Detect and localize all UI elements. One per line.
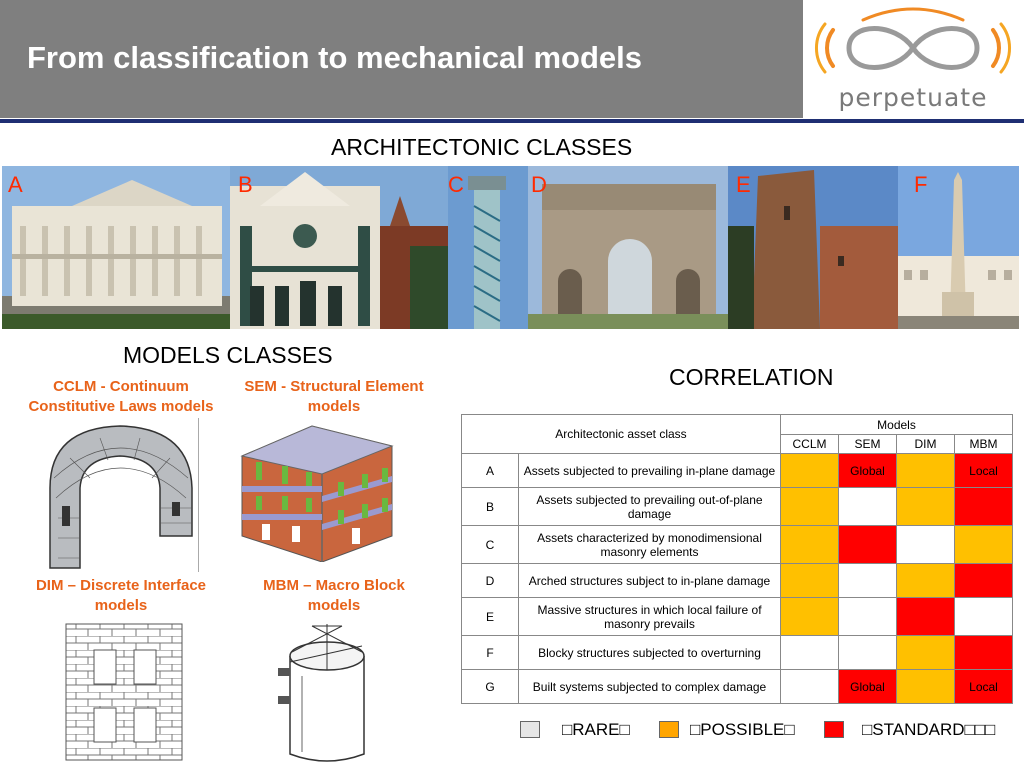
photo-villa xyxy=(2,166,230,329)
header-model-mbm: MBM xyxy=(955,435,1013,454)
correlation-cell xyxy=(955,636,1013,670)
correlation-cell xyxy=(897,564,955,598)
architectonic-heading: ARCHITECTONIC CLASSES xyxy=(331,134,633,160)
row-description: Blocky structures subjected to overturning xyxy=(519,636,781,670)
correlation-cell xyxy=(955,598,1013,636)
row-description: Built systems subjected to complex damage xyxy=(519,670,781,704)
correlation-cell xyxy=(781,488,839,526)
photo-label-d: D xyxy=(531,172,547,197)
dim-label: DIM – Discrete Interface models xyxy=(35,577,207,614)
table-row xyxy=(462,670,1013,704)
correlation-cell: Local xyxy=(955,670,1013,704)
table-row xyxy=(462,564,1013,598)
row-class-letter: F xyxy=(462,636,519,670)
mbm-label: MBM – Macro Block models xyxy=(263,577,405,614)
header-rule xyxy=(0,119,1024,123)
table-row xyxy=(462,488,1013,526)
photo-label-f: F xyxy=(914,172,928,197)
correlation-cell xyxy=(839,598,897,636)
photo-tower xyxy=(728,166,898,329)
correlation-cell xyxy=(781,636,839,670)
correlation-cell xyxy=(897,454,955,488)
legend-swatch-standard xyxy=(824,721,844,738)
row-description: Assets characterized by monodimensional masonry elements xyxy=(519,526,781,564)
correlation-cell xyxy=(781,564,839,598)
correlation-cell xyxy=(839,564,897,598)
cclm-label: CCLM - Continuum Constitutive Laws models xyxy=(28,378,214,415)
correlation-cell xyxy=(781,526,839,564)
correlation-cell xyxy=(781,454,839,488)
row-class-letter: B xyxy=(462,488,519,526)
row-class-letter: D xyxy=(462,564,519,598)
legend-label-possible: □POSSIBLE□ xyxy=(690,720,795,739)
table-row xyxy=(462,526,1013,564)
row-class-letter: G xyxy=(462,670,519,704)
row-class-letter: E xyxy=(462,598,519,636)
correlation-cell xyxy=(839,636,897,670)
perpetuate-logo xyxy=(803,0,1024,118)
mbm-block-figure xyxy=(272,616,382,773)
photo-label-b: B xyxy=(238,172,253,197)
row-class-letter: C xyxy=(462,526,519,564)
divider-line xyxy=(198,418,199,572)
row-class-letter: A xyxy=(462,454,519,488)
correlation-cell xyxy=(897,488,955,526)
sem-frame-figure xyxy=(232,416,402,567)
dim-brick-figure xyxy=(64,622,184,767)
row-description: Arched structures subject to in-plane damage xyxy=(519,564,781,598)
table-row xyxy=(462,636,1013,670)
header-asset-class: Architectonic asset class xyxy=(462,415,781,454)
correlation-cell xyxy=(897,598,955,636)
correlation-cell xyxy=(781,670,839,704)
correlation-cell xyxy=(781,598,839,636)
correlation-cell: Global xyxy=(839,670,897,704)
correlation-table xyxy=(461,414,1013,704)
correlation-cell xyxy=(955,488,1013,526)
header-model-cclm: CCLM xyxy=(781,435,839,454)
correlation-cell xyxy=(955,526,1013,564)
legend-swatch-rare xyxy=(520,721,540,738)
header-model-dim: DIM xyxy=(897,435,955,454)
header-model-sem: SEM xyxy=(839,435,897,454)
correlation-cell xyxy=(839,526,897,564)
correlation-cell: Global xyxy=(839,454,897,488)
legend-label-rare: □RARE□ xyxy=(562,720,630,739)
correlation-cell xyxy=(897,526,955,564)
photo-arch xyxy=(528,166,728,329)
photo-label-a: A xyxy=(8,172,23,197)
correlation-cell xyxy=(897,670,955,704)
models-heading: MODELS CLASSES xyxy=(123,342,333,368)
header-models: Models xyxy=(781,415,1013,435)
photo-label-c: C xyxy=(448,172,464,197)
sem-label: SEM - Structural Element models xyxy=(244,378,424,415)
svg-text:perpetuate: perpetuate xyxy=(838,83,988,112)
correlation-cell: Local xyxy=(955,454,1013,488)
legend-swatch-possible xyxy=(659,721,679,738)
row-description: Assets subjected to prevailing out-of-plane damage xyxy=(519,488,781,526)
table-row xyxy=(462,454,1013,488)
table-row xyxy=(462,598,1013,636)
correlation-cell xyxy=(955,564,1013,598)
row-description: Assets subjected to prevailing in-plane damage xyxy=(519,454,781,488)
correlation-cell xyxy=(839,488,897,526)
row-description: Massive structures in which local failure of masonry prevails xyxy=(519,598,781,636)
legend-label-standard: □STANDARD□□□ xyxy=(862,720,996,739)
page-title: From classification to mechanical models xyxy=(27,40,643,75)
correlation-heading: CORRELATION xyxy=(669,364,834,390)
correlation-cell xyxy=(897,636,955,670)
photo-church xyxy=(230,166,448,329)
photo-label-e: E xyxy=(736,172,751,197)
cclm-mesh-figure xyxy=(40,418,200,579)
